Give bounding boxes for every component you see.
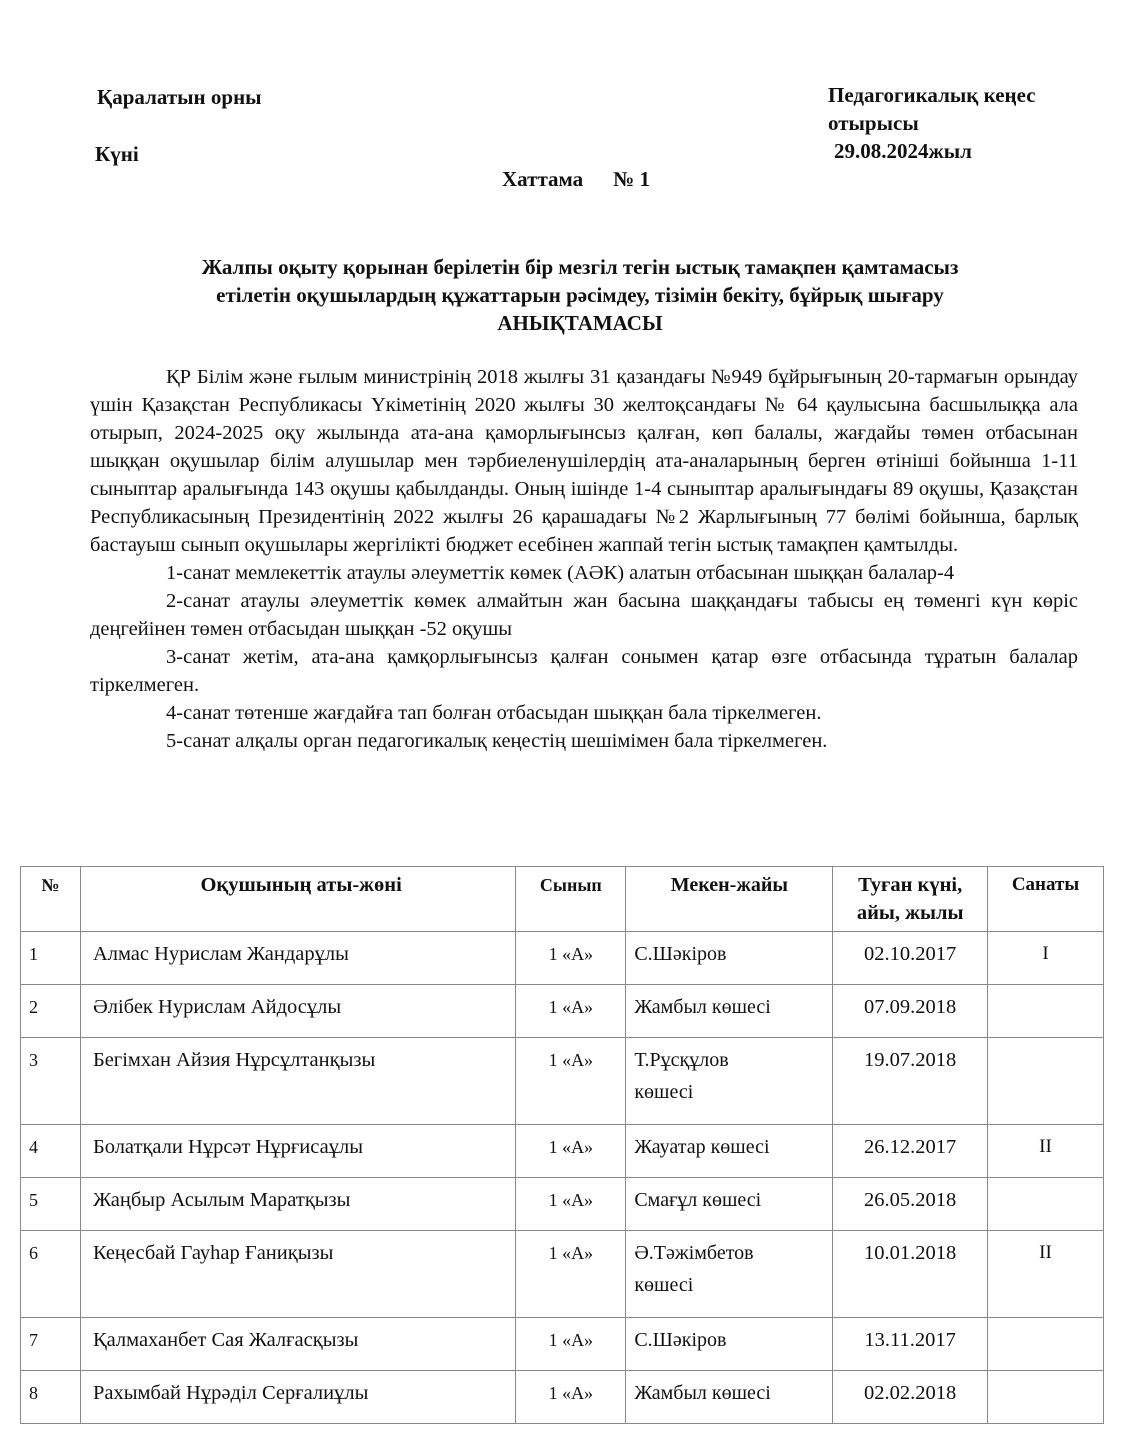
document-body [90, 363, 1078, 755]
cell-category: II [987, 1231, 1103, 1318]
table-row [21, 1371, 1104, 1424]
paragraph-category-3: 3-санат жетім, ата-ана қамқорлығынсыз қалған сонымен қатар өзге отбасында тұратын балалар тіркелмеген. [90, 646, 1078, 696]
cell-address-line-1: С.Шәкіров [634, 1329, 727, 1351]
cell-address-line-1: Ә.Тәжімбетов [634, 1242, 754, 1264]
place-label: Қаралатын орны [97, 85, 262, 109]
cell-class: 1 «А» [516, 932, 626, 985]
table-row [21, 932, 1104, 985]
cell-category [987, 985, 1103, 1038]
cell-dob: 26.12.2017 [833, 1125, 988, 1178]
meeting-line-1: Педагогикалық кеңес [828, 83, 1036, 107]
paragraph-main: ҚР Білім және ғылым министрінің 2018 жылғы 31 қазандағы №949 бұйрығының 20-тармағын орындау үшін Қазақстан Республикасы Үкіметінің 2020 жылғы 30 желтоқсандағы № 64 қаулысына басшылыққа ала отырып, 2024-2025 оқу жылында ата-ана қаморлығынсыз қалған, көп балалы, жағдайы төмен отбасынан шыққан оқушылар білім алушылар мен тәрбиеленушілердің ата-аналарының берген өтініші бойынша 1-11 сыныптар аралығында 143 оқушы қабылданды. Оның ішінде 1-4 сыныптар аралығындағы 89 оқушы, Қазақстан Республикасының Президентінің 2022 жылғы 26 қарашадағы №2 Жарлығының 77 бөлімі бойынша, барлық бастауыш сынып оқушылары жергілікті бюджет есебінен жаппай тегін ыстық тамақпен қамтылды. [90, 366, 1078, 556]
cell-dob: 02.02.2018 [833, 1371, 988, 1424]
cell-address-line-1: Т.Рұсқұлов [634, 1049, 729, 1071]
cell-address-line-1: Жауатар көшесі [634, 1136, 770, 1158]
col-header-name: Оқушының аты-жөні [80, 867, 515, 932]
cell-no: 5 [21, 1178, 81, 1231]
col-header-category: Санаты [987, 867, 1103, 932]
cell-no: 7 [21, 1318, 81, 1371]
cell-no: 3 [21, 1038, 81, 1125]
cell-address [626, 1318, 833, 1371]
table-row [21, 1125, 1104, 1178]
cell-category: I [987, 932, 1103, 985]
cell-address-line-1: Смағұл көшесі [634, 1189, 762, 1211]
cell-address [626, 932, 833, 985]
cell-address [626, 1231, 833, 1318]
cell-address [626, 1178, 833, 1231]
cell-category [987, 1318, 1103, 1371]
cell-address-line-2: көшесі [634, 1081, 694, 1103]
cell-name: Рахымбай Нұрәділ Серғалиұлы [80, 1371, 515, 1424]
cell-class: 1 «А» [516, 1178, 626, 1231]
cell-address-line-1: Жамбыл көшесі [634, 996, 771, 1018]
paragraph-category-5: 5-санат алқалы орган педагогикалық кеңестің шешімімен бала тіркелмеген. [166, 730, 828, 752]
col-header-address: Мекен-жайы [626, 867, 833, 932]
col-header-no: № [21, 867, 81, 932]
cell-address [626, 985, 833, 1038]
cell-dob: 19.07.2018 [833, 1038, 988, 1125]
cell-category: II [987, 1125, 1103, 1178]
paragraph-category-2: 2-санат атаулы әлеуметтік көмек алмайтын жан басына шаққандағы табысы ең төменгі күн көріс деңгейінен төмен отбасыдан шыққан -52 оқушы [90, 590, 1078, 640]
table-row [21, 1178, 1104, 1231]
cell-name: Бегімхан Айзия Нұрсұлтанқызы [80, 1038, 515, 1125]
cell-no: 6 [21, 1231, 81, 1318]
document-title [110, 253, 1050, 337]
cell-address [626, 1038, 833, 1125]
cell-name: Әлібек Нурислам Айдосұлы [80, 985, 515, 1038]
cell-dob: 26.05.2018 [833, 1178, 988, 1231]
cell-dob: 10.01.2018 [833, 1231, 988, 1318]
cell-name: Кеңесбай Гауһар Ғаниқызы [80, 1231, 515, 1318]
date-label: Күні [95, 142, 139, 166]
cell-name: Қалмаханбет Сая Жалғасқызы [80, 1318, 515, 1371]
cell-dob: 07.09.2018 [833, 985, 988, 1038]
meeting-info [828, 81, 1098, 165]
title-line-2: етілетін оқушылардың құжаттарын рәсімдеу, тізімін бекіту, бұйрық шығару [216, 283, 944, 307]
cell-no: 1 [21, 932, 81, 985]
col-header-dob [833, 867, 988, 932]
cell-class: 1 «А» [516, 1371, 626, 1424]
table-row [21, 1231, 1104, 1318]
cell-address [626, 1125, 833, 1178]
cell-category [987, 1371, 1103, 1424]
title-line-1: Жалпы оқыту қорынан берілетін бір мезгіл тегін ыстық тамақпен қамтамасыз [201, 255, 959, 279]
cell-class: 1 «А» [516, 1231, 626, 1318]
table-row [21, 985, 1104, 1038]
cell-class: 1 «А» [516, 1318, 626, 1371]
cell-class: 1 «А» [516, 985, 626, 1038]
col-header-dob-line-1: Туған күні, [858, 874, 963, 896]
cell-address [626, 1371, 833, 1424]
table-row [21, 1318, 1104, 1371]
cell-name: Жаңбыр Асылым Маратқызы [80, 1178, 515, 1231]
protocol-number: № 1 [613, 167, 651, 191]
cell-no: 4 [21, 1125, 81, 1178]
table-row [21, 1038, 1104, 1125]
cell-name: Болатқали Нұрсәт Нұрғисаұлы [80, 1125, 515, 1178]
cell-address-line-2: көшесі [634, 1274, 694, 1296]
cell-address-line-1: Жамбыл көшесі [634, 1382, 771, 1404]
col-header-class: Сынып [516, 867, 626, 932]
cell-no: 8 [21, 1371, 81, 1424]
paragraph-category-4: 4-санат төтенше жағдайға тап болған отбасыдан шыққан бала тіркелмеген. [166, 702, 822, 724]
cell-name: Алмас Нурислам Жандарұлы [80, 932, 515, 985]
cell-dob: 13.11.2017 [833, 1318, 988, 1371]
col-header-dob-line-2: айы, жылы [856, 902, 964, 924]
cell-no: 2 [21, 985, 81, 1038]
cell-class: 1 «А» [516, 1125, 626, 1178]
meeting-date: 29.08.2024жыл [834, 139, 972, 163]
table-header-row [21, 867, 1104, 932]
title-line-3: АНЫҚТАМАСЫ [497, 311, 663, 335]
cell-class: 1 «А» [516, 1038, 626, 1125]
protocol-label: Хаттама [502, 167, 584, 191]
cell-address-line-1: С.Шәкіров [634, 943, 727, 965]
meeting-line-2: отырысы [828, 111, 919, 135]
paragraph-category-1: 1-санат мемлекеттік атаулы әлеуметтік көмек (АӘК) алатын отбасынан шыққан балалар-4 [166, 562, 955, 584]
protocol-heading [502, 167, 650, 192]
cell-category [987, 1038, 1103, 1125]
cell-category [987, 1178, 1103, 1231]
cell-dob: 02.10.2017 [833, 932, 988, 985]
students-table [20, 866, 1104, 1424]
